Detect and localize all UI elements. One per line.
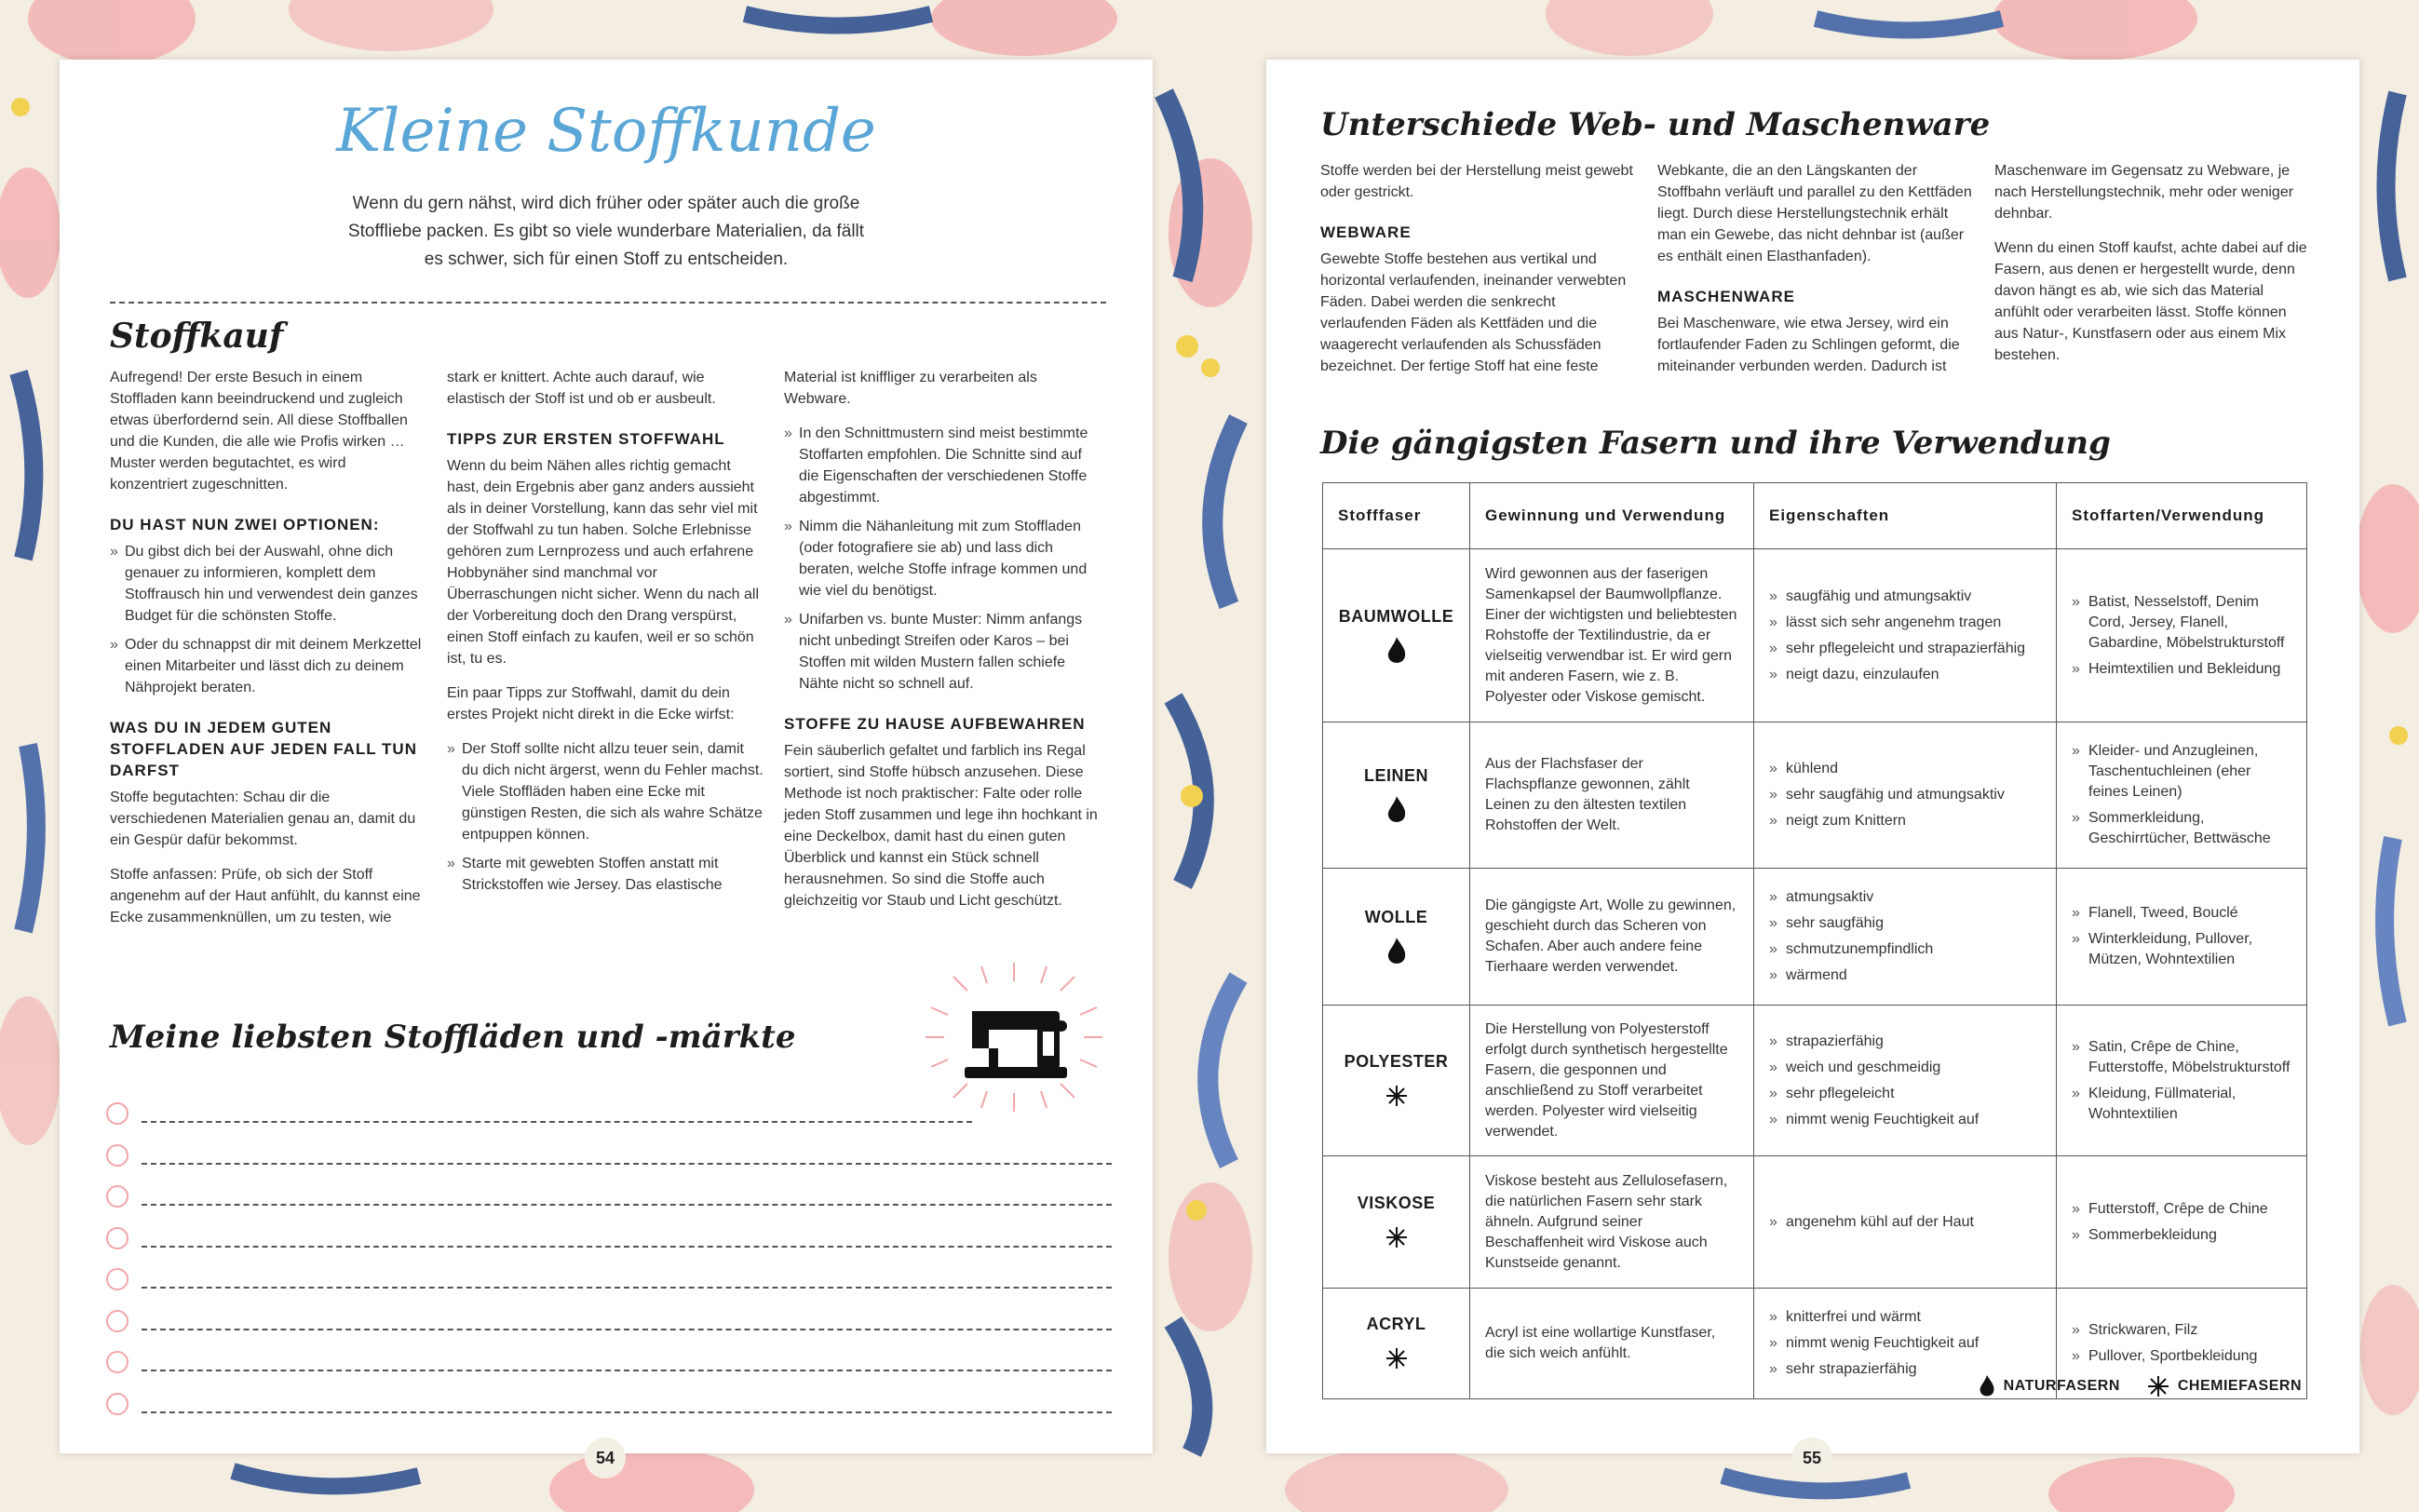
fibers-table: [1322, 482, 2307, 1399]
list-row: [106, 1259, 1158, 1301]
write-line: [142, 1411, 1112, 1413]
column-header: Gewinnung und Verwendung: [1470, 483, 1754, 549]
list-item: » Strickwaren, Filz: [2072, 1320, 2291, 1341]
legend-natur: NATURFASERN: [2003, 1378, 2120, 1394]
eigenschaften-list: [1769, 1307, 2041, 1380]
paragraph: Wenn du beim Nähen alles richtig gemacht hast, dein Ergebnis aber ganz anders aussieht als in deiner Vorstellung, kann das sehr viel mit der Stoffwahl zu tun haben. Solche Erlebnisse gehören zum Lernprozess und auch erfahrene Hobbynäher sind manchmal vor Überraschungen nicht sicher. Wenn du nach all der Vorbereitung doch den Drang verspürst, einen Stoff einfach zu kaufen, weil er so schön ist, tu es.: [447, 458, 760, 667]
list-item: » Satin, Crêpe de Chine, Futterstoffe, Möbelstrukturstoff: [2072, 1037, 2291, 1078]
checkbox-circle[interactable]: [106, 1185, 128, 1208]
list-item: » angenehm kühl auf der Haut: [1769, 1212, 2041, 1233]
page-number: 55: [1791, 1438, 1832, 1478]
fiber-name-cell: [1323, 1289, 1470, 1399]
table-header-row: [1323, 483, 2307, 549]
fiber-name-cell: [1323, 549, 1470, 722]
list-item: » sehr pflegeleicht: [1769, 1084, 2041, 1104]
fiber-name: LEINEN: [1363, 766, 1428, 785]
eigenschaften-list: [1769, 1212, 2041, 1233]
table-row: [1323, 549, 2307, 722]
paragraph: Stoffe anfassen: Prüfe, ob sich der Stoff angenehm auf der Haut anfühlt, du kannst eine Ecke zusammenknüllen, um zu testen, wie: [110, 867, 421, 925]
eigenschaften-list: [1769, 759, 2041, 831]
page-number: 54: [585, 1438, 626, 1478]
checkbox-circle[interactable]: [106, 1268, 128, 1290]
fiber-name-cell: [1323, 1006, 1470, 1156]
list-item: » Kleider- und Anzugleinen, Taschentuchleinen (eher feines Leinen): [2072, 741, 2291, 803]
list-row: [106, 1176, 1158, 1218]
right-column-2: [1657, 160, 1974, 390]
checkbox-circle[interactable]: [106, 1393, 128, 1415]
list-item: » Nimm die Nähanleitung mit zum Stoffladen (oder fotografiere sie ab) und lass dich beraten, welche Stoffe infrage kommen und wie viel du benötigst.: [784, 516, 1101, 601]
verwendung-list: [2072, 1320, 2291, 1367]
list-item: » Batist, Nesselstoff, Denim Cord, Jersey, Flanell, Gabardine, Möbelstrukturstoff: [2072, 592, 2291, 654]
list-item: » kühlend: [1769, 759, 2041, 779]
favorites-heading: Meine liebsten Stoffläden und -märkte: [110, 1019, 796, 1056]
subheading: STOFFE ZU HAUSE AUFBEWAHREN: [784, 715, 1086, 733]
eigenschaften-list: [1769, 1032, 2041, 1130]
favorites-list: [106, 1093, 1158, 1424]
eigenschaften-list: [1769, 587, 2041, 685]
list-item: » Heimtextilien und Bekleidung: [2072, 659, 2291, 680]
fiber-name: POLYESTER: [1344, 1051, 1449, 1071]
stoffkauf-heading: Stoffkauf: [110, 317, 284, 356]
list-item: » Sommerbekleidung: [2072, 1225, 2291, 1246]
list-item: » sehr pflegeleicht und strapazierfähig: [1769, 639, 2041, 659]
fiber-name-cell: [1323, 1156, 1470, 1289]
paragraph: stark er knittert. Achte auch darauf, wie elastisch der Stoff ist und ob er ausbeult.: [447, 370, 716, 407]
verwendung-list: [2072, 741, 2291, 849]
paragraph: Material ist kniffliger zu verarbeiten als Webware.: [784, 370, 1037, 407]
column-header: Stofffaser: [1323, 483, 1470, 549]
subheading: TIPPS ZUR ERSTEN STOFFWAHL: [447, 430, 725, 448]
subheading: MASCHENWARE: [1657, 288, 1795, 305]
fiber-name: VISKOSE: [1357, 1193, 1436, 1212]
list-row: [106, 1135, 1158, 1177]
right-column-1: [1320, 160, 1637, 390]
gewinnung-cell: Aus der Flachsfaser der Flachspflanze gewonnen, zählt Leinen zu den ältesten textilen Rohstoffen der Welt.: [1470, 722, 1754, 869]
page-title: Kleine Stoffkunde: [336, 97, 876, 166]
verwendung-list: [2072, 903, 2291, 970]
section-heading: Unterschiede Web- und Maschenware: [1320, 106, 1991, 143]
list-item: » neigt dazu, einzulaufen: [1769, 665, 2041, 685]
list-item: » nimmt wenig Feuchtigkeit auf: [1769, 1110, 2041, 1130]
right-page: [1266, 60, 2359, 1467]
table-row: [1323, 869, 2307, 1006]
flame-icon: [1385, 636, 1409, 666]
fiber-name-cell: [1323, 722, 1470, 869]
verwendung-list: [2072, 1037, 2291, 1125]
paragraph: Fein säuberlich gefaltet und farblich ins Regal sortiert, sind Stoffe hübsch anzusehen. Diese Methode ist noch praktischer: Falte oder rolle jeden Stoff zusammen und lege ihn hochkant in eine Deckelbox, damit hast du einen guten Überblick und kannst ein Stück schnell herausnehmen. So sind die Stoffe auch gleichzeitig vor Staub und Licht geschützt.: [784, 743, 1098, 909]
list-row: [106, 1342, 1158, 1384]
gewinnung-cell: Acryl ist eine wollartige Kunstfaser, die sich weich anfühlt.: [1470, 1289, 1754, 1399]
left-column-3: [784, 367, 1101, 925]
verwendung-cell: [2057, 1156, 2307, 1289]
gewinnung-cell: Viskose besteht aus Zellulosefasern, die natürlichen Fasern sehr stark ähneln. Aufgrund seiner Beschaffenheit wird Viskose auch Kunstseide genannt.: [1470, 1156, 1754, 1289]
list-item: » nimmt wenig Feuchtigkeit auf: [1769, 1333, 2041, 1354]
table-row: [1323, 722, 2307, 869]
paragraph: Wenn du einen Stoff kaufst, achte dabei auf die Fasern, aus denen er hergestellt wurde, denn davon hängt es ab, wie sich das Material anfühlt oder verarbeiten lässt. Stoffe können aus Natur-, Kunstfasern oder aus einem Mix bestehen.: [1994, 240, 2307, 363]
list-item: » sehr saugfähig: [1769, 913, 2041, 934]
legend-chemie: CHEMIEFASERN: [2177, 1378, 2302, 1394]
tips-list-continued: [784, 423, 1101, 695]
list-item: » Winterkleidung, Pullover, Mützen, Wohntextilien: [2072, 929, 2291, 970]
paragraph: Aufregend! Der erste Besuch in einem Stoffladen kann beeindruckend und zugleich etwas überfordernd sein. All diese Stoffballen und die Kunden, die alle wie Profis wirken … Muster werden begutachtet, es wird konzentriert zugeschnitten.: [110, 370, 408, 493]
paragraph: Stoffe werden bei der Herstellung meist gewebt oder gestrickt.: [1320, 163, 1633, 200]
tips-list: [447, 738, 764, 896]
divider: [110, 302, 1106, 304]
left-page: [60, 60, 1153, 1467]
fiber-name-cell: [1323, 869, 1470, 1006]
list-item: » weich und geschmeidig: [1769, 1058, 2041, 1078]
right-column-3: [1994, 160, 2311, 379]
asterisk-icon: [1385, 1081, 1409, 1111]
fiber-name: ACRYL: [1366, 1315, 1426, 1333]
list-item: » Du gibst dich bei der Auswahl, ohne dich genauer zu informieren, komplett dem Stoffrausch hin und verwendest dein ganzes Budget für die schönsten Stoffe.: [110, 541, 426, 627]
options-list: [110, 541, 426, 698]
write-line: [142, 1121, 972, 1123]
list-row: [106, 1384, 1158, 1425]
left-column-2: [447, 367, 764, 905]
fiber-name: WOLLE: [1364, 908, 1428, 926]
flame-icon: [1385, 937, 1409, 966]
write-line: [142, 1163, 1112, 1165]
subheading: WAS DU IN JEDEM GUTEN STOFFLADEN AUF JEDEN FALL TUN DARFST: [110, 719, 417, 779]
list-item: » saugfähig und atmungsaktiv: [1769, 587, 2041, 607]
asterisk-icon: [1385, 1343, 1409, 1373]
flame-icon: [1978, 1374, 1996, 1398]
list-row: [106, 1218, 1158, 1260]
paragraph: Stoffe begutachten: Schau dir die verschiedenen Materialien genau an, damit du ein Gespür dafür bekommst.: [110, 790, 416, 848]
eigenschaften-cell: [1754, 722, 2057, 869]
list-item: » In den Schnittmustern sind meist bestimmte Stoffarten empfohlen. Die Schnitte sind auf die Eigenschaften der verschiedenen Stoffe abgestimmt.: [784, 423, 1101, 508]
list-item: » schmutzunempfindlich: [1769, 939, 2041, 960]
paragraph: Bei Maschenware, wie etwa Jersey, wird ein fortlaufender Faden zu Schlingen geformt, die miteinander verbunden werden. Dadurch ist: [1657, 316, 1960, 374]
flame-icon: [1385, 795, 1409, 825]
list-row: [106, 1093, 1158, 1135]
list-item: » Oder du schnappst dir mit deinem Merkzettel einen Mitarbeiter und lässt dich zu deinem Nähprojekt beraten.: [110, 634, 426, 698]
verwendung-list: [2072, 592, 2291, 680]
paragraph: Gewebte Stoffe bestehen aus vertikal und horizontal verlaufenden, ineinander verwebten Fäden. Dabei werden die senkrecht verlaufenden Fäden als Kettfäden und die waagerecht verlaufenden als Schussfäden bezeichnet. Der fertige Stoff hat eine feste: [1320, 251, 1627, 374]
list-item: » Sommerkleidung, Geschirrtücher, Bettwäsche: [2072, 808, 2291, 849]
list-item: » wärmend: [1769, 965, 2041, 986]
paragraph: Ein paar Tipps zur Stoffwahl, damit du dein erstes Projekt nicht direkt in die Ecke wirfst:: [447, 685, 735, 722]
list-item: » neigt zum Knittern: [1769, 811, 2041, 831]
paragraph: Maschenware im Gegensatz zu Webware, je nach Herstellungstechnik, mehr oder weniger dehnbar.: [1994, 163, 2294, 222]
checkbox-circle[interactable]: [106, 1310, 128, 1332]
eigenschaften-cell: [1754, 869, 2057, 1006]
verwendung-list: [2072, 1199, 2291, 1246]
checkbox-circle[interactable]: [106, 1227, 128, 1249]
section-heading: Die gängigsten Fasern und ihre Verwendung: [1320, 425, 2111, 462]
verwendung-cell: [2057, 869, 2307, 1006]
list-row: [106, 1301, 1158, 1343]
asterisk-icon: [1385, 1222, 1409, 1252]
write-line: [142, 1204, 1112, 1206]
list-item: » Unifarben vs. bunte Muster: Nimm anfangs nicht unbedingt Streifen oder Karos – bei Stoffen mit wilden Mustern fallen schiefe Nähte nicht so schnell auf.: [784, 609, 1101, 695]
verwendung-cell: [2057, 1006, 2307, 1156]
column-header: Eigenschaften: [1754, 483, 2057, 549]
paragraph: Webkante, die an den Längskanten der Stoffbahn verläuft und parallel zu den Kettfäden liegt. Durch diese Herstellungstechnik erhält man ein Gewebe, das nicht dehnbar ist (außer es enthält einen Elasthanfaden).: [1657, 163, 1972, 264]
list-item: » Starte mit gewebten Stoffen anstatt mit Strickstoffen wie Jersey. Das elastische: [447, 853, 764, 896]
list-item: » knitterfrei und wärmt: [1769, 1307, 2041, 1328]
list-item: » sehr saugfähig und atmungsaktiv: [1769, 785, 2041, 805]
gewinnung-cell: Die gängigste Art, Wolle zu gewinnen, geschieht durch das Scheren von Schafen. Aber auch andere feine Tierhaare werden verwendet.: [1470, 869, 1754, 1006]
table-row: [1323, 1156, 2307, 1289]
checkbox-circle[interactable]: [106, 1351, 128, 1373]
eigenschaften-list: [1769, 887, 2041, 986]
list-item: » Kleidung, Füllmaterial, Wohntextilien: [2072, 1084, 2291, 1125]
list-item: » Der Stoff sollte nicht allzu teuer sein, damit du dich nicht ärgerst, wenn du Fehler machst. Viele Stoffläden haben eine Ecke mit günstigen Resten, die sich als wahre Schätze entpuppen können.: [447, 738, 764, 845]
write-line: [142, 1329, 1112, 1330]
write-line: [142, 1246, 1112, 1248]
list-item: » sehr strapazierfähig: [1769, 1359, 2041, 1380]
list-item: » Futterstoff, Crêpe de Chine: [2072, 1199, 2291, 1220]
checkbox-circle[interactable]: [106, 1102, 128, 1125]
verwendung-cell: [2057, 722, 2307, 869]
column-header: Stoffarten/Verwendung: [2057, 483, 2307, 549]
gewinnung-cell: Die Herstellung von Polyesterstoff erfolgt durch synthetisch hergestellte Fasern, die gesponnen und anschließend zu Stoff verarbeitet werden. Polyester wird vielseitig verwendet.: [1470, 1006, 1754, 1156]
list-item: » Flanell, Tweed, Bouclé: [2072, 903, 2291, 924]
intro-text: Wenn du gern nähst, wird dich früher oder später auch die große Stoffliebe packen. Es gibt so viele wunderbare Materialien, da fällt es schwer, sich für einen Stoff zu entscheiden.: [347, 194, 865, 269]
eigenschaften-cell: [1754, 1156, 2057, 1289]
write-line: [142, 1370, 1112, 1371]
eigenschaften-cell: [1754, 1006, 2057, 1156]
table-row: [1323, 1006, 2307, 1156]
legend: [1978, 1374, 2302, 1398]
checkbox-circle[interactable]: [106, 1144, 128, 1167]
eigenschaften-cell: [1754, 549, 2057, 722]
list-item: » atmungsaktiv: [1769, 887, 2041, 908]
subheading: DU HAST NUN ZWEI OPTIONEN:: [110, 516, 380, 533]
fiber-name: BAUMWOLLE: [1338, 606, 1454, 626]
gewinnung-cell: Wird gewonnen aus der faserigen Samenkapsel der Baumwollpflanze. Einer der wichtigsten und beliebtesten Rohstoffe der Textilindustrie, da er vielseitig verwendbar ist. Er wird gern mit anderen Fasern, wie z. B. Polyester oder Viskose gemischt.: [1470, 549, 1754, 722]
left-column-1: [110, 367, 426, 941]
verwendung-cell: [2057, 549, 2307, 722]
list-item: » strapazierfähig: [1769, 1032, 2041, 1052]
asterisk-icon: [2146, 1374, 2170, 1398]
list-item: » lässt sich sehr angenehm tragen: [1769, 613, 2041, 633]
write-line: [142, 1287, 1112, 1289]
list-item: » Pullover, Sportbekleidung: [2072, 1346, 2291, 1367]
subheading: WEBWARE: [1320, 223, 1412, 241]
